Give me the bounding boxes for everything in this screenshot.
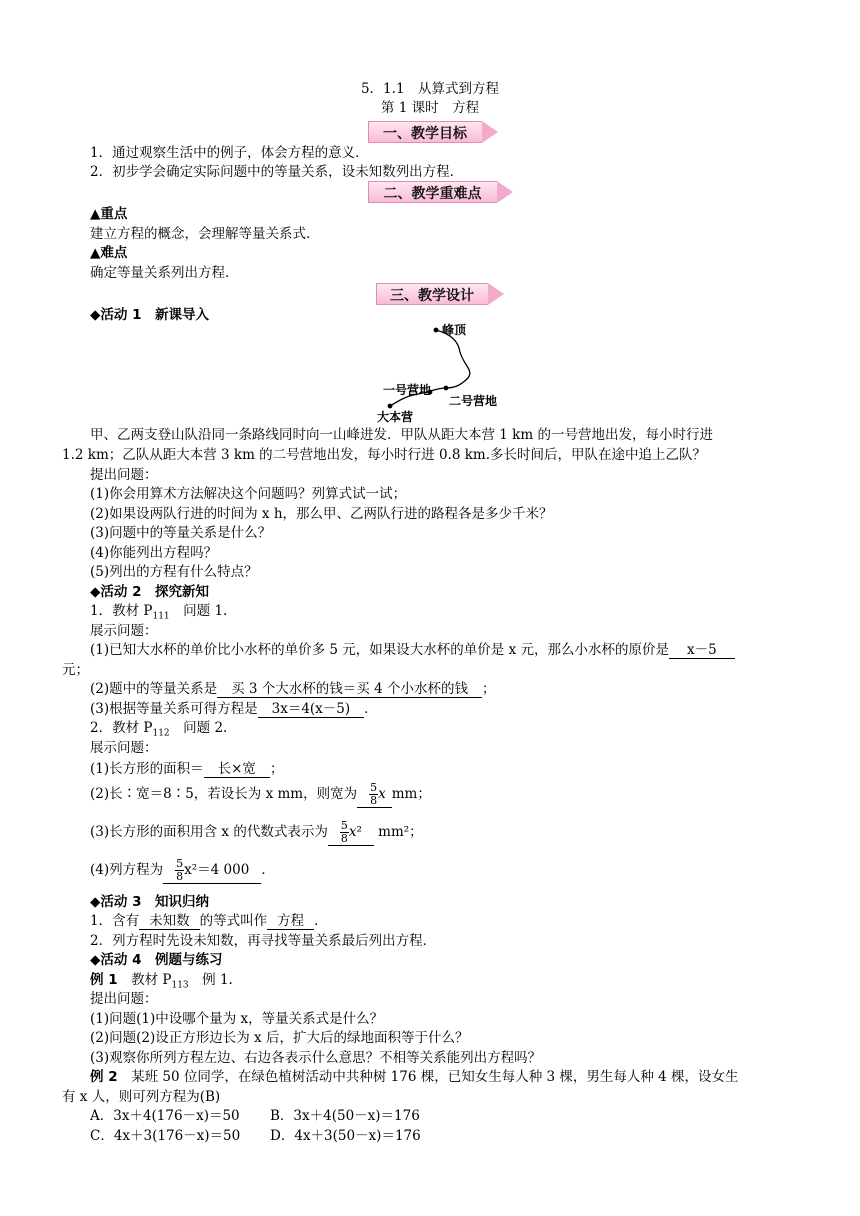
activity2-problem2: 2．教材 $P_{112}$ 问题 2.: [90, 720, 228, 739]
example2-line-2: 有 x 人，则可列方程为(B): [62, 1089, 221, 1105]
activity1-q2: (2)如果设两队行进的时间为 x h，那么甲、乙两队行进的路程各是多少千米？: [90, 506, 553, 522]
activity1-para-2: 1.2 km；乙队从距大本营 3 km 的二号营地出发，每小时行进 0.8 km.多长时间后，甲队在途中追上乙队？: [62, 447, 707, 463]
activity2-problem1: 1．教材 $P_{111}$ 问题 1.: [90, 603, 228, 622]
camp2-point: [444, 386, 449, 391]
activity4-q2: (2)问题(2)设正方形边长为 x 后，扩大后的绿地面积等于什么？: [90, 1030, 469, 1046]
lesson-title: 5．1.1 从算式到方程: [360, 81, 500, 97]
activity1-ask: 提出问题：: [90, 467, 158, 483]
activity3-c1: 1．含有 未知数 的等式叫作 方程 ．: [90, 913, 328, 929]
activity2-a1: (1)已知大水杯的单价比小水杯的单价多 5 元，如果设大水杯的单价是 x 元，那么小水杯的原价是 x－5: [90, 641, 735, 659]
section-goals-title: 一、教学目标: [383, 126, 467, 142]
map-camp2-label: 二号营地: [449, 394, 498, 408]
option-a: A．3x＋4(176－x)＝50: [90, 1108, 240, 1124]
map-peak-label: 峰顶: [442, 323, 467, 337]
answer-equation-1: 3x＝4(x－5): [258, 702, 365, 718]
goal-2: 2．初步学会确定实际问题中的等量关系，设未知数列出方程．: [90, 164, 464, 180]
key-label: ▲重点: [90, 206, 128, 222]
activity1-q1: (1)你会用算术方法解决这个问题吗？列算式试一试；: [90, 486, 407, 502]
section-keypoints-title: 二、教学重难点: [383, 186, 482, 202]
activity2-b2: (2)长∶宽＝8∶5，若设长为 x mm，则宽为 $\frac{5}{8}$ x mm；: [90, 781, 431, 807]
option-d: D．4x＋3(50－x)＝176: [270, 1128, 421, 1144]
activity4-title: ◆活动 4 例题与练习: [90, 952, 223, 968]
difficulty-label: ▲难点: [90, 245, 128, 261]
option-c: C．4x＋3(176－x)＝50: [90, 1128, 241, 1144]
activity2-a3: (3)根据等量关系可得方程是 3x＝4(x－5) ．: [90, 701, 378, 717]
peak-point: [434, 328, 439, 333]
activity2-b1: (1)长方形的面积＝ 长×宽 ；: [90, 761, 284, 777]
answer-equation-term: 方程: [267, 914, 314, 930]
key-text: 建立方程的概念，会理解等量关系式．: [90, 226, 320, 242]
answer-equation-2: $\frac{5}{8}$ x²＝4 000: [163, 858, 261, 884]
activity2-a1-unit: 元；: [62, 662, 89, 678]
answer-equal-relation: 买 3 个大水杯的钱＝买 4 个小水杯的钱: [217, 682, 482, 698]
activity2-b4: (4)列方程为 $\frac{5}{8}$ x²＝4 000 ．: [90, 857, 275, 883]
activity1-title: ◆活动 1 新课导入: [90, 307, 209, 323]
option-b: B．3x＋4(50－x)＝176: [270, 1108, 420, 1124]
activity1-q4: (4)你能列出方程吗？: [90, 545, 218, 561]
difficulty-text: 确定等量关系列出方程．: [90, 265, 239, 281]
activity1-q3: (3)问题中的等量关系是什么？: [90, 525, 272, 541]
answer-width: $\frac{5}{8}$ x: [357, 782, 392, 808]
section-design-title: 三、教学设计: [390, 288, 474, 304]
activity2-show1: 展示问题：: [90, 623, 158, 639]
activity4-q3: (3)观察你所列方程左边、右边各表示什么意思？不相等关系能列出方程吗？: [90, 1050, 542, 1066]
activity2-a2: (2)题中的等量关系是 买 3 个大水杯的钱＝买 4 个小水杯的钱 ；: [90, 681, 496, 697]
activity2-title: ◆活动 2 探究新知: [90, 584, 209, 600]
map-camp1-label: 一号营地: [383, 383, 432, 397]
section-design-banner: [376, 283, 504, 305]
goal-1: 1．通过观察生活中的例子，体会方程的意义．: [90, 145, 369, 161]
activity3-title: ◆活动 3 知识归纳: [90, 894, 209, 910]
activity4-ask: 提出问题：: [90, 991, 158, 1007]
answer-area-expression: $\frac{5}{8}$ x²: [328, 820, 374, 846]
section-keypoints-banner: [368, 181, 513, 203]
activity2-show2: 展示问题：: [90, 740, 158, 756]
example1-line: 例 1 教材 $P_{113}$ 例 1.: [90, 972, 233, 991]
map-base-label: 大本营: [377, 410, 414, 424]
example2-line-1: 例 2 某班 50 位同学，在绿色植树活动中共种树 176 棵，已知女生每人种 3 棵，男生每人种 4 棵，设女生: [90, 1069, 739, 1085]
activity2-b3: (3)长方形的面积用含 x 的代数式表示为 $\frac{5}{8}$ x² mm²；: [90, 819, 423, 845]
answer-unknown: 未知数: [139, 914, 200, 930]
activity1-para-1: 甲、乙两支登山队沿同一条路线同时向一山峰进发．甲队从距大本营 1 km 的一号营地出发，每小时行进: [90, 427, 713, 443]
activity3-c2: 2．列方程时先设未知数，再寻找等量关系最后列出方程．: [90, 933, 437, 949]
section-goals-banner: [368, 121, 498, 143]
activity4-q1: (1)问题(1)中设哪个量为 x，等量关系式是什么？: [90, 1011, 384, 1027]
lesson-subtitle: 第 1 课时 方程: [380, 100, 480, 116]
activity1-q5: (5)列出的方程有什么特点？: [90, 564, 258, 580]
answer-area-formula: 长×宽: [204, 762, 270, 778]
answer-small-cup-price: x－5: [669, 643, 735, 659]
